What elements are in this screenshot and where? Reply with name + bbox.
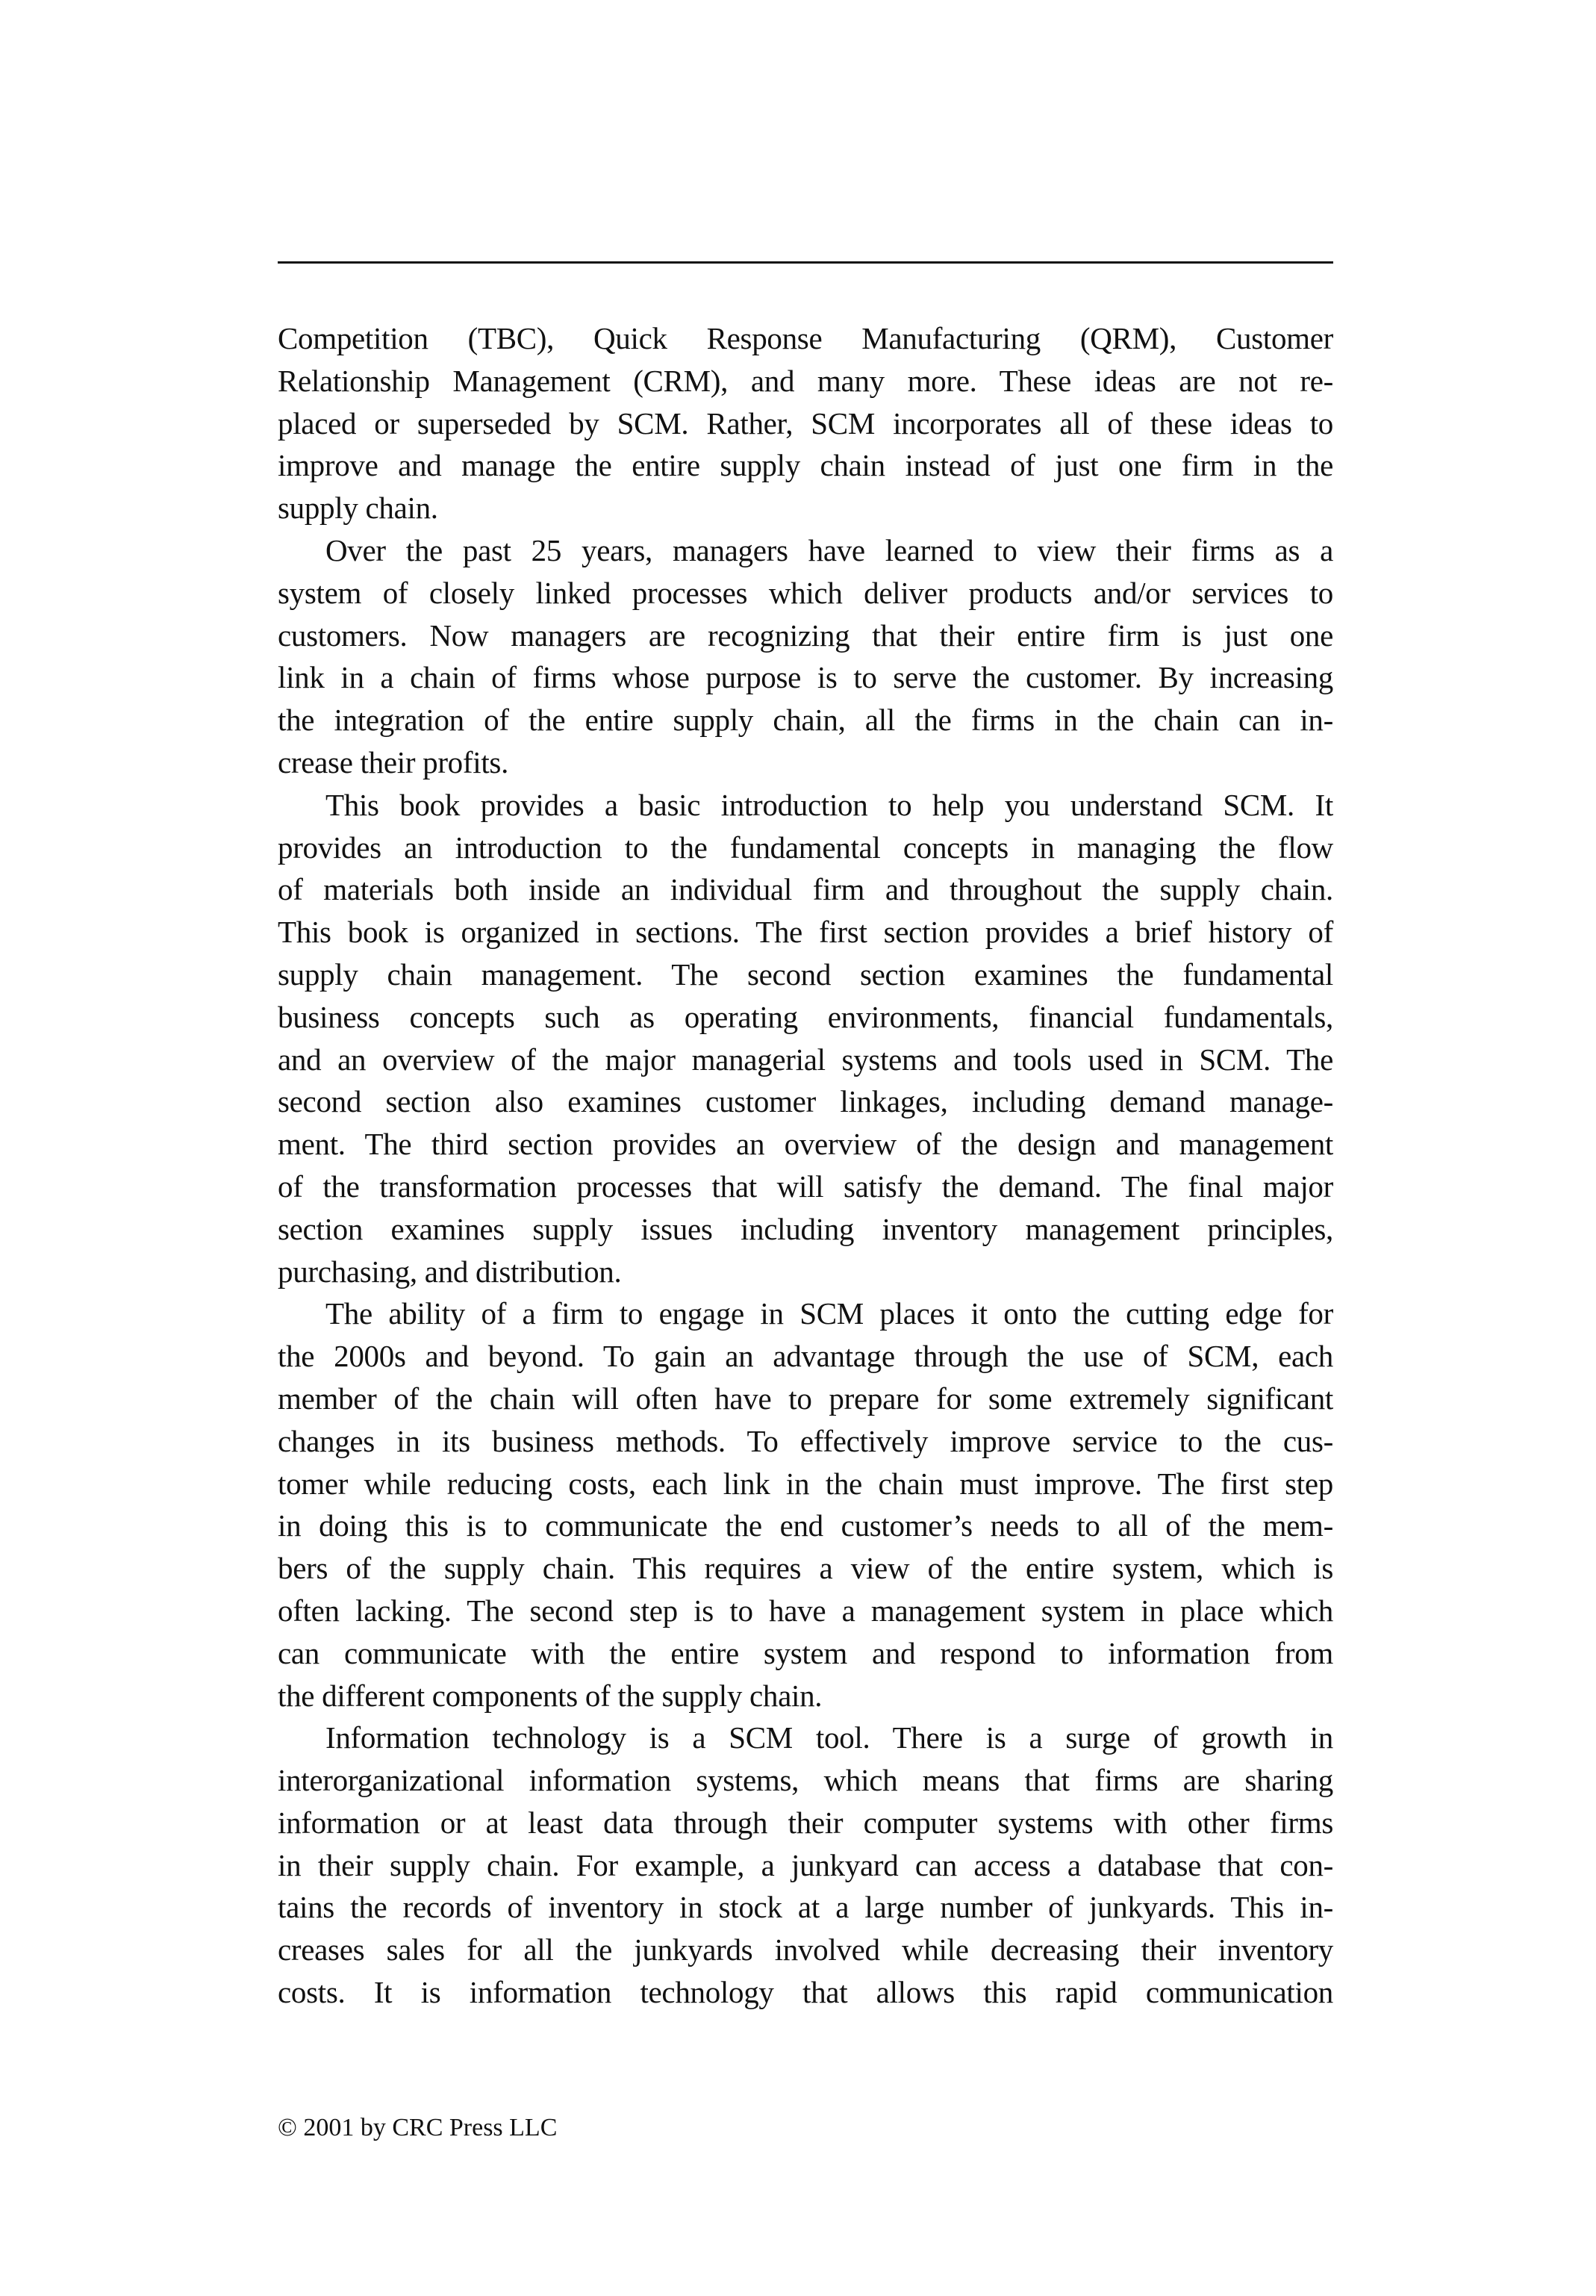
text-line: system of closely linked processes which deliver products and/or services to [278,575,1333,610]
text-line: provides an introduction to the fundamental concepts in managing the flow [278,830,1333,865]
text-line: the 2000s and beyond. To gain an advantage through the use of SCM, each [278,1339,1333,1374]
text-line: often lacking. The second step is to have a management system in place which [278,1593,1333,1628]
text-line: second section also examines customer linkages, including demand manage- [278,1084,1333,1119]
text-line: Competition (TBC), Quick Response Manufacturing (QRM), Customer [278,321,1333,355]
text-line: the integration of the entire supply chain, all the firms in the chain can in- [278,703,1333,738]
copyright-footer: © 2001 by CRC Press LLC [278,2114,558,2141]
body-text [278,317,1333,2014]
paragraph [278,529,1333,784]
text-line: information or at least data through their computer systems with other firms [278,1805,1333,1840]
text-line: interorganizational information systems, which means that firms are sharing [278,1763,1333,1798]
text-line: Over the past 25 years, managers have learned to view their firms as a [325,532,1333,567]
text-line: creases sales for all the junkyards involved while decreasing their inventory [278,1932,1333,1967]
text-line: and an overview of the major managerial systems and tools used in SCM. The [278,1042,1333,1077]
text-line: bers of the supply chain. This requires a view of the entire system, which is [278,1551,1333,1586]
text-line: of materials both inside an individual firm and throughout the supply chain. [278,872,1333,907]
text-line: changes in its business methods. To effectively improve service to the cus- [278,1423,1333,1458]
text-line: Relationship Management (CRM), and many more. These ideas are not re- [278,363,1333,398]
text-line: member of the chain will often have to prepare for some extremely significant [278,1381,1333,1416]
text-line: customers. Now managers are recognizing that their entire firm is just one [278,617,1333,653]
text-line: Information technology is a SCM tool. There is a surge of growth in [325,1720,1333,1755]
text-line: supply chain management. The second section examines the fundamental [278,956,1333,992]
paragraph [278,1292,1333,1717]
text-line: can communicate with the entire system and respond to information from [278,1635,1333,1670]
text-line: This book provides a basic introduction to help you understand SCM. It [325,787,1333,822]
text-line: section examines supply issues including inventory management principles, [278,1211,1333,1246]
text-line: the different components of the supply chain. [278,1678,823,1713]
paragraph [278,784,1333,1293]
text-line: placed or superseded by SCM. Rather, SCM incorporates all of these ideas to [278,405,1333,441]
text-line: of the transformation processes that will satisfy the demand. The final major [278,1169,1333,1204]
text-line: crease their profits. [278,744,509,780]
text-line: ment. The third section provides an overview of the design and management [278,1127,1333,1162]
text-line: costs. It is information technology that allows this rapid communication [278,1975,1333,2010]
text-line: business concepts such as operating environments, financial fundamentals, [278,999,1333,1034]
text-line: This book is organized in sections. The first section provides a brief history of [278,915,1333,950]
text-line: The ability of a firm to engage in SCM places it onto the cutting edge for [325,1296,1333,1331]
text-line: in their supply chain. For example, a junkyard can access a database that con- [278,1847,1333,1882]
paragraph [278,1717,1333,2014]
text-line: tomer while reducing costs, each link in the chain must improve. The first step [278,1466,1333,1501]
text-line: purchasing, and distribution. [278,1254,622,1289]
paragraph [278,317,1333,529]
text-line: tains the records of inventory in stock at a large number of junkyards. This in- [278,1890,1333,1925]
header-rule [278,261,1333,264]
text-line: link in a chain of firms whose purpose is to serve the customer. By increasing [278,660,1333,695]
text-line: supply chain. [278,491,438,526]
text-line: in doing this is to communicate the end customer’s needs to all of the mem- [278,1508,1333,1543]
text-line: improve and manage the entire supply chain instead of just one firm in the [278,448,1333,483]
